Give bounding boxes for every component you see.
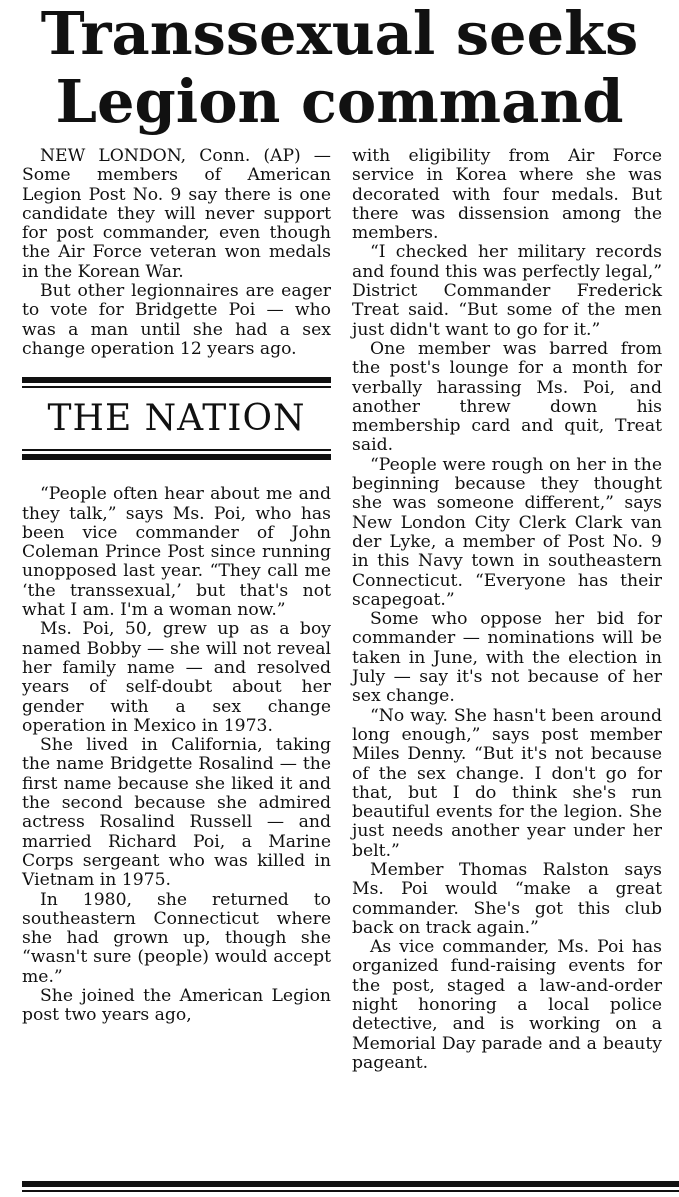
article-paragraph: “I checked her military records and found this was perfectly legal,” District Commander Frederick Treat said. “But some of the men just didn't want to go for it.”	[352, 242, 662, 340]
article-paragraph: Member Thomas Ralston says Ms. Poi would “make a great commander. She's got this club back on track again.”	[352, 859, 662, 938]
article-paragraph: Some who oppose her bid for commander — nominations will be taken in June, with the election in July — say it's not because of her sex change.	[352, 609, 662, 707]
banner-rule	[22, 386, 331, 388]
article-paragraph: One member was barred from the post's lounge for a month for verbally harassing Ms. Poi, and another threw down his membership card and quit, Treat said.	[352, 338, 662, 456]
section-label: THE NATION	[47, 398, 306, 440]
headline-line-1: Transsexual seeks	[40, 0, 639, 68]
article-paragraph: “No way. She hasn't been around long enough,” says post member Miles Denny. “But it's not because of the sex change. I don't go for that, but I do think she's run beautiful events for the legion. She just needs another year under her belt.”	[352, 705, 662, 861]
banner-rule	[22, 377, 331, 383]
article-paragraph: “People often hear about me and they talk,” says Ms. Poi, who has been vice commander of John Coleman Prince Post since running unopposed last year. “They call me ‘the transsexual,’ but that's not what I am. I'm a woman now.”	[22, 484, 331, 621]
article-paragraph: But other legionnaires are eager to vote for Bridgette Poi — who was a man until she had a sex change operation 12 years ago.	[22, 281, 331, 359]
article-right-column	[352, 147, 662, 1073]
article-left-column	[22, 147, 331, 1026]
article-paragraph: Ms. Poi, 50, grew up as a boy named Bobby — she will not reveal her family name — and resolved years of self-doubt about her gender with a sex change operation in Mexico in 1973.	[22, 619, 331, 736]
article-paragraph-continuation: with eligibility from Air Force service in Korea where she was decorated with four medals. But there was dissension among the members.	[352, 146, 662, 244]
section-banner	[22, 373, 331, 467]
article-paragraph: She lived in California, taking the name Bridgette Rosalind — the first name because she liked it and the second because she admired actress Rosalind Russell — and married Richard Poi, a Marine Corps sergeant who was killed in Vietnam in 1975.	[22, 735, 331, 891]
article-paragraph: NEW LONDON, Conn. (AP) — Some members of American Legion Post No. 9 say there is one candidate they will never support for post commander, even though the Air Force veteran won medals in the Korean War.	[22, 146, 331, 282]
bottom-rule	[22, 1181, 679, 1187]
bottom-rule	[22, 1190, 679, 1192]
headline-line-2: Legion command	[55, 67, 624, 136]
headline	[0, 0, 679, 136]
banner-rule	[22, 449, 331, 451]
article-paragraph: As vice commander, Ms. Poi has organized fund-raising events for the post, staged a law-and-order night honoring a local police detective, and is working on a Memorial Day parade and a beauty pageant.	[352, 937, 662, 1073]
article-paragraph: “People were rough on her in the beginning because they thought she was someone different,” says New London City Clerk Clark van der Lyke, a member of Post No. 9 in this Navy town in southeastern Connecticut. “Everyone has their scapegoat.”	[352, 454, 662, 610]
article-paragraph: She joined the American Legion post two years ago,	[22, 985, 331, 1026]
banner-rule	[22, 454, 331, 460]
article-paragraph: In 1980, she returned to southeastern Connecticut where she had grown up, though she “wasn't sure (people) would accept me.”	[22, 889, 331, 987]
